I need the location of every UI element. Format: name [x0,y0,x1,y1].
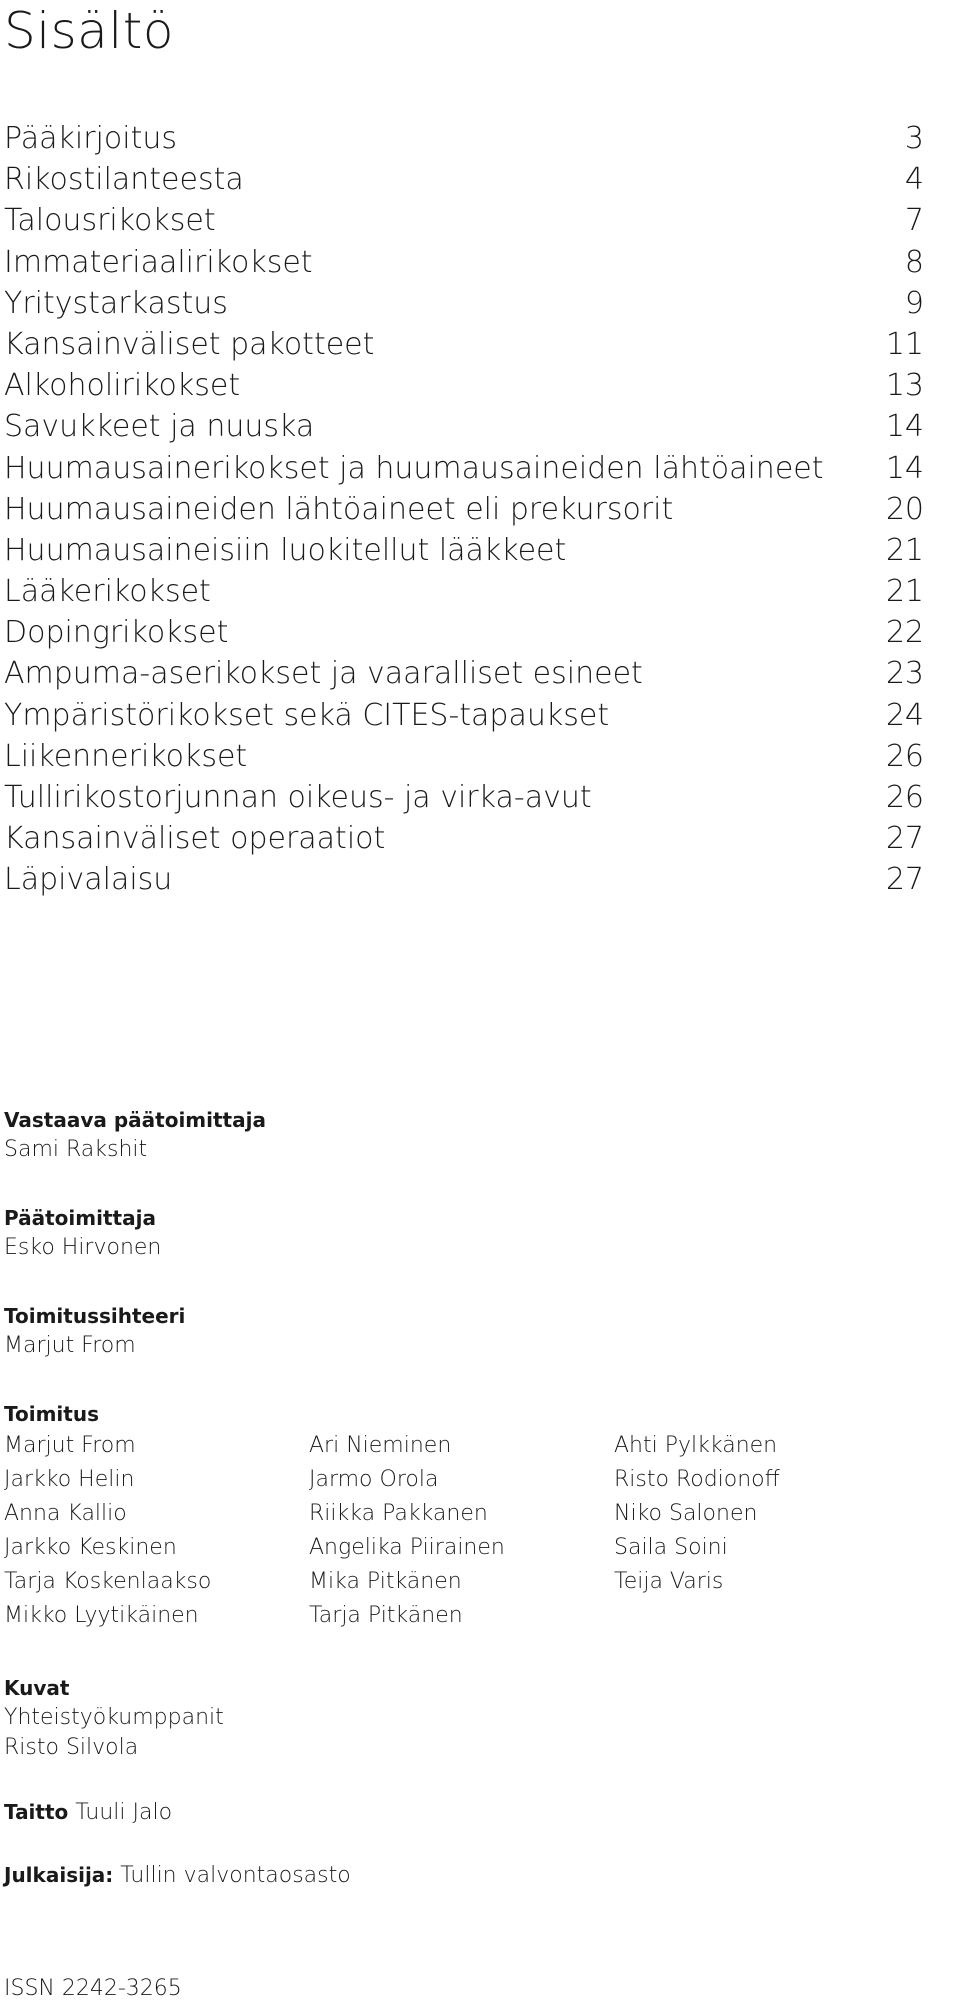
toc-page-number: 27 [885,821,924,857]
issn: ISSN 2242-3265 [4,1976,182,2001]
toc-title: Alkoholirikokset [4,368,241,404]
layout-label: Taitto [4,1800,69,1824]
staff-label: Toimitus [4,1402,99,1426]
toc-row [4,406,924,447]
staff-member: Marjut From [4,1433,136,1458]
staff-member: Saila Soini [614,1535,728,1560]
staff-column [309,1429,614,1633]
toc-page-number: 8 [904,244,924,280]
toc-title: Huumausainerikokset ja huumausaineiden lähtöaineet [4,450,824,486]
staff-columns [4,1429,934,1633]
toc-page-number: 3 [904,121,924,156]
toc-page-number: 23 [885,656,924,692]
toc-title: Liikennerikokset [4,738,248,774]
staff-member: Ahti Pylkkänen [614,1433,778,1458]
toc-page-number: 20 [885,491,924,527]
toc-page-number: 13 [885,368,924,404]
editor-name: Esko Hirvonen [4,1235,162,1260]
staff-member: Jarkko Helin [4,1467,135,1492]
publisher-name: Tullin valvontaosasto [120,1863,351,1888]
toc-title: Dopingrikokset [4,615,229,651]
toc-row [4,159,924,200]
editor-label: Päätoimittaja [4,1206,156,1230]
toc-page-number: 22 [885,615,924,651]
toc-row [4,736,924,777]
toc-title: Kansainväliset operaatiot [4,821,386,857]
staff-member: Tarja Pitkänen [309,1603,463,1628]
toc-row [4,571,924,612]
toc-page-number: 11 [885,326,924,362]
toc-page-number: 24 [885,697,924,733]
toc-row [4,365,924,406]
toc-page-number: 21 [885,532,924,568]
staff-member: Niko Salonen [614,1501,758,1526]
staff-member: Tarja Koskenlaakso [4,1569,212,1594]
staff-member: Ari Nieminen [309,1433,452,1458]
credits [4,1105,934,1929]
photos-label: Kuvat [4,1676,70,1700]
staff-member: Angelika Piirainen [309,1535,505,1560]
toc-title: Immateriaalirikokset [4,244,313,280]
toc-row [4,612,924,653]
toc-row [4,118,924,159]
staff-member: Mika Pitkänen [309,1569,462,1594]
staff-column [614,1429,919,1633]
toc-page-number: 7 [904,203,924,239]
toc-row [4,283,924,324]
staff-member: Jarmo Orola [309,1467,439,1492]
toc-title: Yritystarkastus [4,285,228,321]
publisher-label: Julkaisija: [4,1863,114,1887]
layout-credit [4,1797,934,1828]
toc-row [4,818,924,859]
staff-member: Riikka Pakkanen [309,1501,488,1526]
toc-title: Talousrikokset [4,203,216,239]
secretary-label: Toimitussihteeri [4,1304,186,1328]
staff-member: Mikko Lyytikäinen [4,1603,199,1628]
staff-member: Teija Varis [614,1569,724,1594]
toc-page-number: 26 [885,738,924,774]
toc-title: Rikostilanteesta [4,162,244,198]
toc-title: Ampuma-aserikokset ja vaaralliset esineet [4,656,643,692]
toc-title: Huumausaineiden lähtöaineet eli prekursorit [4,491,674,527]
toc-page-number: 27 [885,862,924,898]
toc-title: Pääkirjoitus [4,121,177,156]
toc-row [4,242,924,283]
toc-title: Tullirikostorjunnan oikeus- ja virka-avut [4,780,592,815]
staff-column [4,1429,309,1633]
toc-title: Huumausaineisiin luokitellut lääkkeet [4,532,567,568]
secretary-name: Marjut From [4,1333,136,1358]
layout-name: Tuuli Jalo [75,1800,173,1825]
staff-member: Anna Kallio [4,1501,127,1526]
toc-title: Lääkerikokset [4,574,211,610]
page-title: Sisältö [4,2,174,60]
toc-row [4,530,924,571]
toc-row [4,859,924,900]
toc-title: Kansainväliset pakotteet [4,326,375,362]
photos-credit-1: Yhteistyökumppanit [4,1705,224,1730]
toc-row [4,200,924,241]
photos-credit-2: Risto Silvola [4,1735,139,1760]
toc-title: Läpivalaisu [4,862,173,898]
staff-member: Risto Rodionoff [614,1467,780,1492]
toc-row [4,695,924,736]
toc-row [4,448,924,489]
toc-page-number: 14 [885,450,924,486]
toc-page-number: 9 [904,285,924,321]
editor-in-chief-label: Vastaava päätoimittaja [4,1108,266,1132]
editor-in-chief-name: Sami Rakshit [4,1137,148,1162]
toc-row [4,489,924,530]
toc-page-number: 14 [885,409,924,445]
toc-title: Ympäristörikokset sekä CITES-tapaukset [4,697,610,733]
toc-page-number: 21 [885,574,924,610]
staff-member: Jarkko Keskinen [4,1535,177,1560]
toc-row [4,777,924,818]
toc-page-number: 4 [904,162,924,198]
table-of-contents [4,118,924,901]
toc-row [4,653,924,694]
toc-page-number: 26 [885,780,924,815]
toc-row [4,324,924,365]
publisher-credit [4,1860,934,1891]
toc-title: Savukkeet ja nuuska [4,409,315,445]
